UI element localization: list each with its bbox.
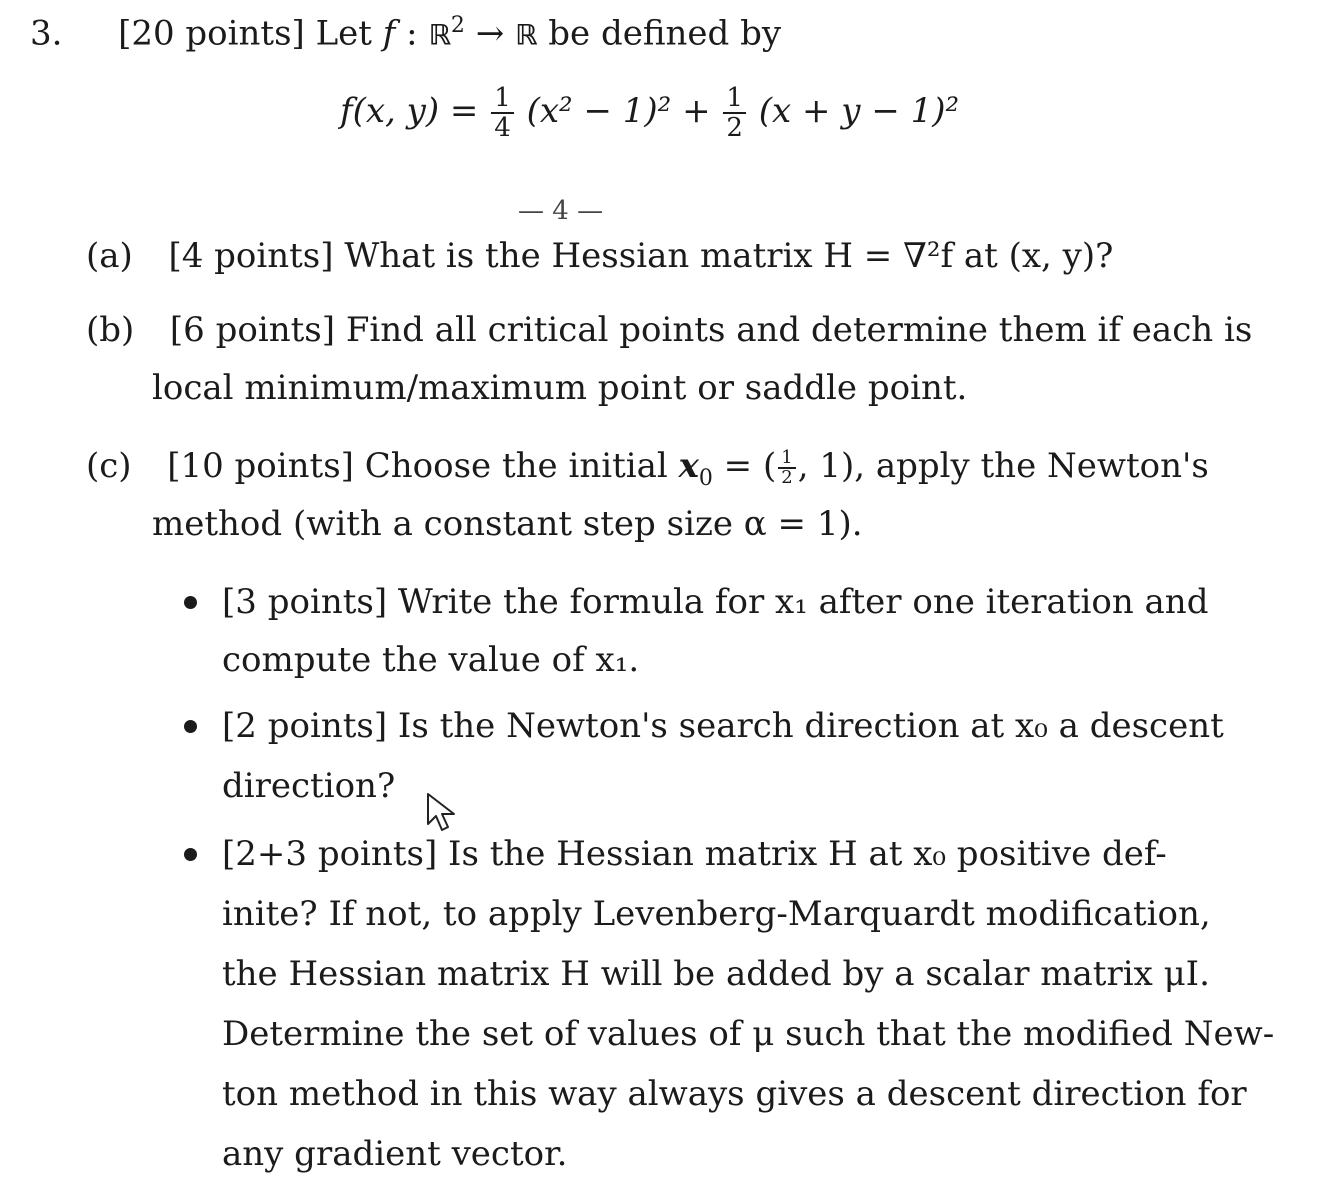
bullet-3-line2: inite? If not, to apply Levenberg-Marquardt modification, bbox=[222, 894, 1211, 934]
bullet-1-line2: compute the value of x₁. bbox=[222, 640, 640, 680]
bullet-1-line1: [3 points] Write the formula for x₁ after one iteration and bbox=[222, 582, 1209, 622]
part-b-line2: local minimum/maximum point or saddle point. bbox=[152, 368, 968, 408]
mouse-cursor-icon bbox=[424, 790, 466, 836]
formula-term2: (x + y − 1)² bbox=[758, 91, 960, 131]
bullet-marker bbox=[184, 596, 197, 609]
bullet-3-line1: [2+3 points] Is the Hessian matrix H at x₀ positive def- bbox=[222, 834, 1167, 874]
formula-term1: (x² − 1)² + bbox=[526, 91, 711, 131]
bullet-3-line3: the Hessian matrix H will be added by a scalar matrix μI. bbox=[222, 954, 1210, 994]
part-c-label: (c) bbox=[86, 446, 132, 486]
part-a bbox=[86, 236, 1113, 276]
part-b-label: (b) bbox=[86, 310, 135, 350]
bullet-3-line5: ton method in this way always gives a descent direction for bbox=[222, 1074, 1247, 1114]
function-formula bbox=[340, 84, 959, 184]
fraction-half-initial: $\frac{1}{2}$ bbox=[778, 449, 795, 487]
bullet-3-line4: Determine the set of values of μ such that the modified New- bbox=[222, 1014, 1275, 1054]
fraction-one-quarter: $\frac{1}{4}$ bbox=[491, 84, 514, 142]
bullet-2-line2: direction? bbox=[222, 766, 396, 806]
map-text: be defined by bbox=[548, 13, 782, 54]
part-c-line2: method (with a constant step size α = 1). bbox=[152, 504, 863, 544]
part-b-line1: [6 points] Find all critical points and determine them if each is bbox=[169, 310, 1253, 350]
initial-point-symbol: x bbox=[678, 446, 699, 486]
part-c: (c) [10 points] Choose the initial $x_0$ = ( $\frac{1}{2}$ , 1), apply the Newton's bbox=[86, 446, 1209, 491]
function-map: f bbox=[382, 13, 396, 54]
problem-header: 3. [20 points] Let f : ℝ$^2$ → ℝ be defined by bbox=[30, 13, 782, 54]
bullet-3-line6: any gradient vector. bbox=[222, 1134, 568, 1174]
part-c-line1-pre: [10 points] Choose the initial bbox=[167, 446, 668, 486]
problem-number: 3. bbox=[30, 13, 63, 54]
part-c-line1-post: , apply the Newton's bbox=[854, 446, 1209, 486]
formula-lhs: f(x, y) = bbox=[340, 91, 479, 131]
part-a-label: (a) bbox=[86, 236, 133, 276]
codomain-set: ℝ bbox=[515, 18, 538, 52]
fraction-one-half: $\frac{1}{2}$ bbox=[723, 84, 746, 142]
part-a-text: [4 points] What is the Hessian matrix H = ∇²f at (x, y)? bbox=[168, 236, 1114, 276]
problem-header-text: [20 points] Let bbox=[118, 13, 372, 54]
domain-set: ℝ bbox=[428, 18, 451, 52]
bullet-marker bbox=[184, 848, 197, 861]
part-b bbox=[86, 310, 1252, 350]
page-number: — 4 — bbox=[518, 196, 604, 226]
bullet-2-line1: [2 points] Is the Newton's search direction at x₀ a descent bbox=[222, 706, 1224, 746]
bullet-marker bbox=[184, 720, 197, 733]
